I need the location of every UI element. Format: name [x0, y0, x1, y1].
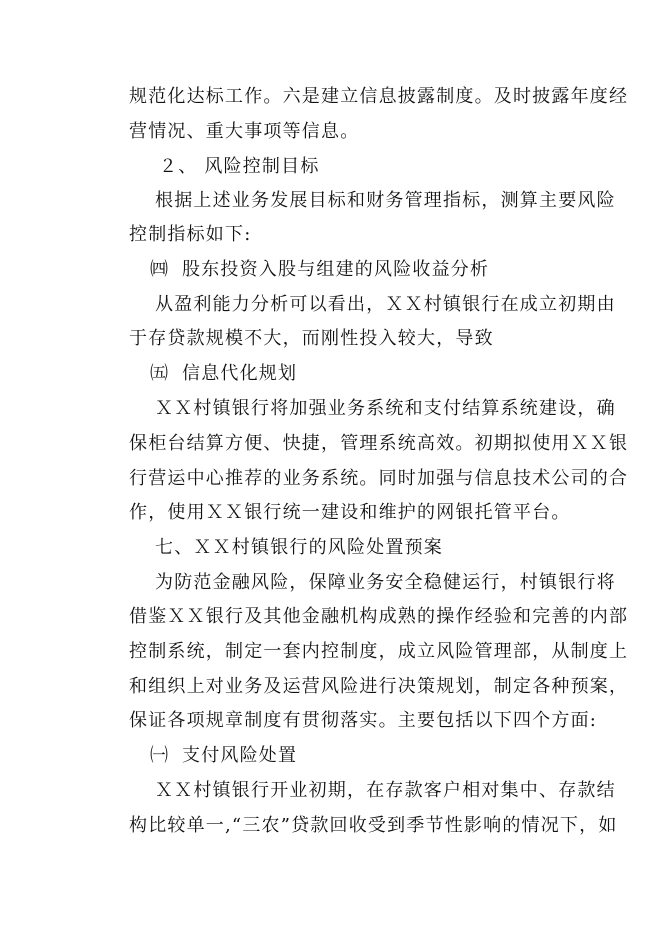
paragraph-line: 根据上述业务发展目标和财务管理指标，测算主要风险 [155, 190, 616, 211]
paragraph-line: 保柜台结算方便、快捷，管理系统高效。初期拟使用ＸＸ银 [129, 433, 629, 454]
paragraph-line: 控制系统，制定一套内控制度，成立风险管理部，从制度上 [129, 641, 629, 662]
subsection-title: 支付风险处置 [182, 745, 298, 766]
list-marker-4: ㈣ [150, 259, 170, 280]
subsection-heading-it-plan [150, 363, 297, 385]
paragraph-line: 规范化达标工作。六是建立信息披露制度。及时披露年度经 [129, 86, 629, 107]
subsection-title: 信息代化规划 [182, 363, 298, 384]
paragraph-line: ＸＸ村镇银行开业初期，在存款客户相对集中、存款结 [155, 780, 616, 801]
paragraph-line: 行营运中心推荐的业务系统。同时加强与信息技术公司的合 [129, 468, 629, 489]
subsection-title: 股东投资入股与组建的风险收益分析 [182, 259, 490, 280]
paragraph-line: 保证各项规章制度有贯彻落实。主要包括以下四个方面: [129, 710, 598, 731]
paragraph-line: 从盈利能力分析可以看出，ＸＸ村镇银行在成立初期由 [155, 294, 616, 315]
list-marker-5: ㈤ [150, 363, 170, 384]
section-heading-risk-control-targets: ２、 风险控制目标 [159, 156, 320, 177]
paragraph-line: 为防范金融风险，保障业务安全稳健运行，村镇银行将 [155, 572, 616, 593]
paragraph-line: 作，使用ＸＸ银行统一建设和维护的网银托管平台。 [129, 502, 571, 523]
paragraph-line: 借鉴ＸＸ银行及其他金融机构成熟的操作经验和完善的内部 [129, 606, 629, 627]
paragraph-line: 构比较单一,“三农”贷款回收受到季节性影响的情况下，如 [129, 815, 618, 836]
paragraph-line: 控制指标如下: [129, 224, 252, 245]
subsection-heading-shareholder-risk [150, 259, 489, 281]
section-heading-risk-plan: 七、ＸＸ村镇银行的风险处置预案 [155, 537, 443, 558]
paragraph-line: 和组织上对业务及运营风险进行决策规划，制定各种预案， [129, 676, 629, 697]
paragraph-line: ＸＸ村镇银行将加强业务系统和支付结算系统建设，确 [155, 398, 616, 419]
subsection-heading-payment-risk [150, 745, 297, 767]
paragraph-line: 营情况、重大事项等信息。 [129, 121, 360, 142]
list-marker-1: ㈠ [150, 745, 170, 766]
paragraph-line: 于存贷款规模不大，而刚性投入较大，导致 [129, 328, 494, 349]
